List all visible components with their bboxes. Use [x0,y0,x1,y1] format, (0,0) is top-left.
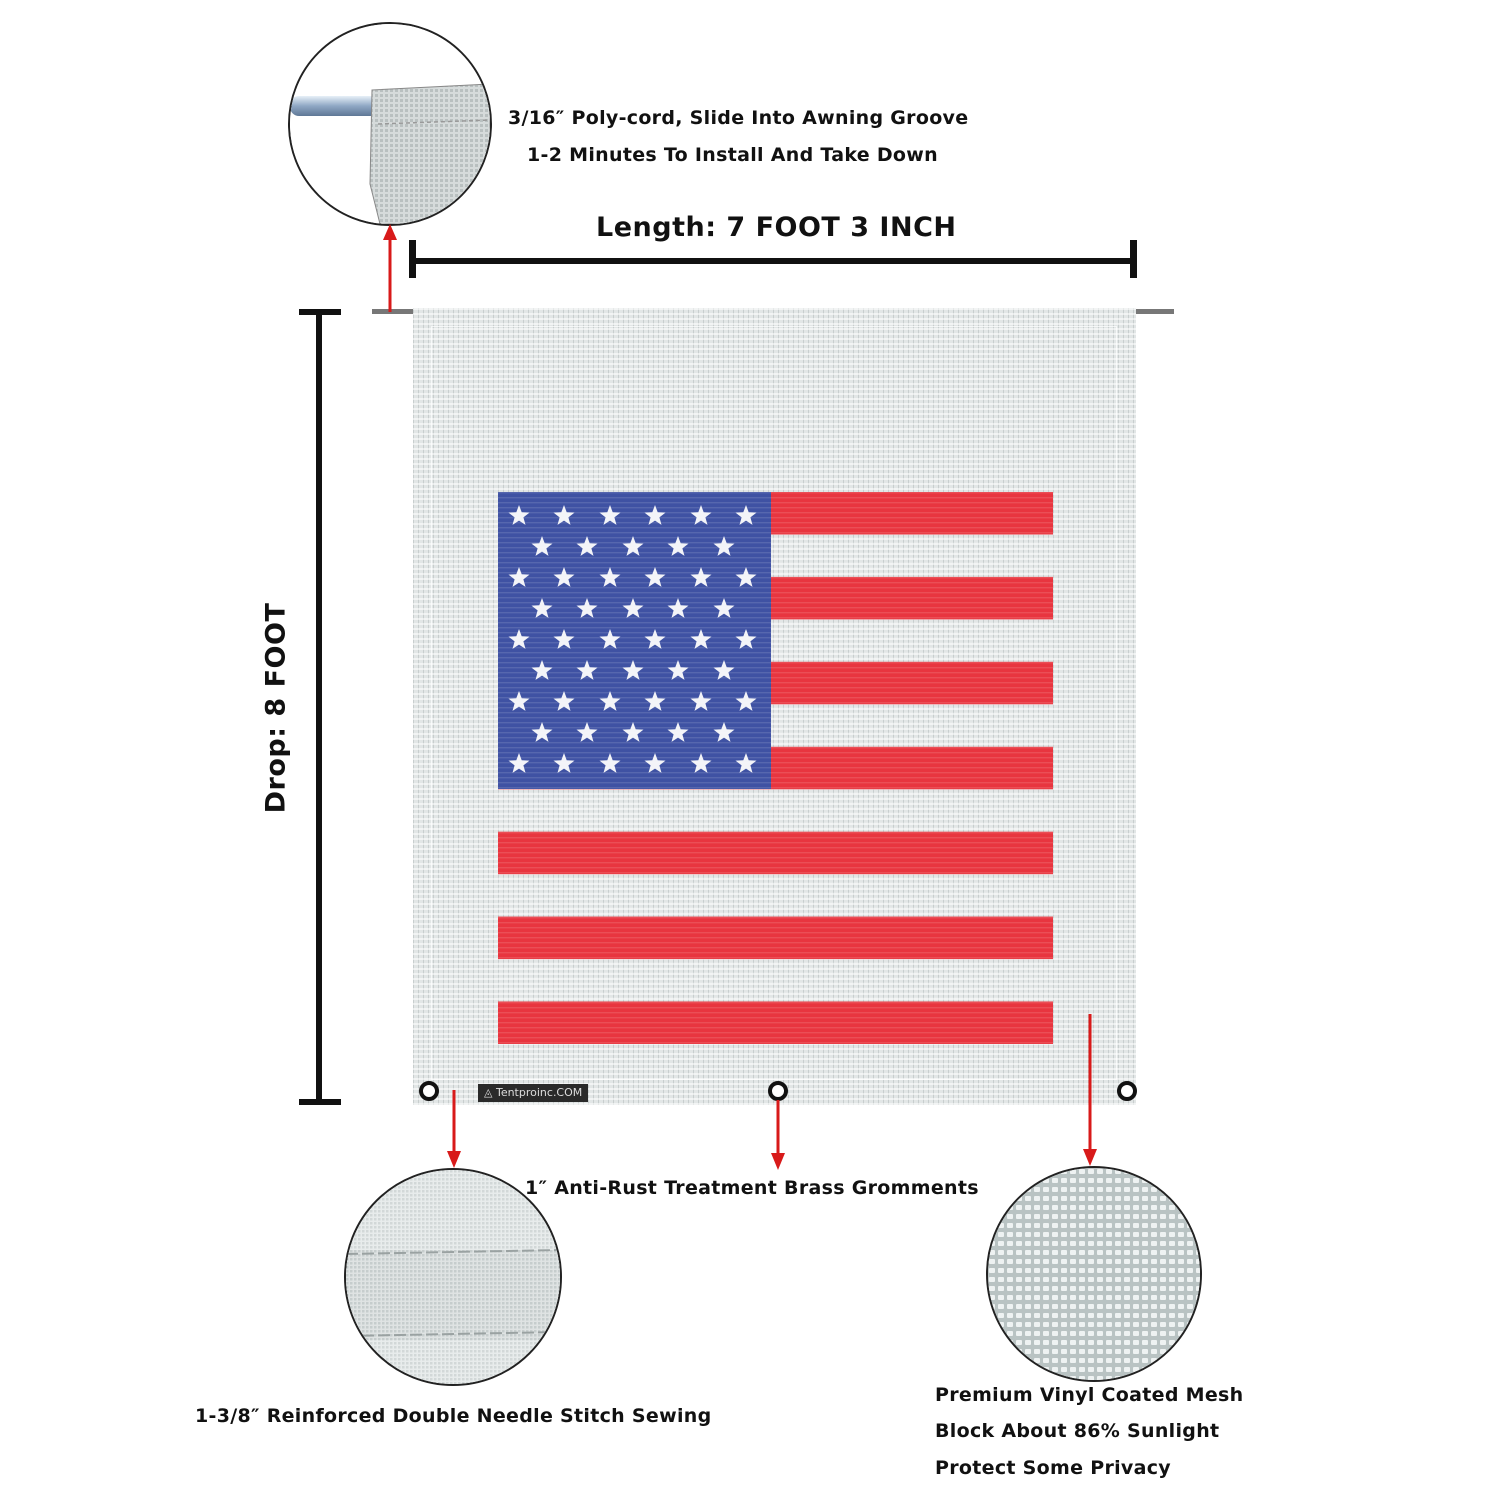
mesh-text-line1: Premium Vinyl Coated Mesh [935,1384,1244,1406]
awning-rail-right [1136,309,1174,314]
brand-tag [478,1084,588,1102]
brand-tag-text: Tentproinc.COM [495,1086,583,1099]
grommet-left [419,1081,439,1101]
drop-dimension-cap-top [299,309,341,315]
drop-label: Drop: 8 FOOT [260,602,292,814]
mesh-text-line2: Block About 86% Sunlight [935,1420,1220,1442]
poly-cord-detail-circle [288,22,492,226]
poly-cord-text-line2: 1-2 Minutes To Install And Take Down [527,144,938,166]
drop-dimension-cap-bottom [299,1099,341,1105]
stitch-illustration [346,1170,560,1384]
length-dimension-line [412,258,1136,264]
length-label: Length: 7 FOOT 3 INCH [596,212,957,243]
mesh-closeup-illustration [988,1168,1200,1380]
arrow-down-to-stitch [442,1090,466,1170]
poly-cord-text-line1: 3/16″ Poly-cord, Slide Into Awning Groove [508,107,969,129]
arrow-up-to-cord [378,222,402,312]
mesh-detail-circle [986,1166,1202,1382]
arrow-down-to-mesh [1078,1014,1102,1168]
stitch-detail-circle [344,1168,562,1386]
grommet-center [768,1081,788,1101]
drop-dimension-line [316,311,322,1104]
stitch-label: 1-3/8″ Reinforced Double Needle Stitch Sewing [195,1405,712,1427]
length-dimension-cap-left [409,240,416,278]
brand-logo-icon: ◬ [484,1086,493,1099]
grommets-label: 1″ Anti-Rust Treatment Brass Gromments [525,1177,979,1199]
grommet-right [1117,1081,1137,1101]
mesh-text-line3: Protect Some Privacy [935,1457,1171,1479]
poly-cord-illustration [290,24,490,224]
length-dimension-cap-right [1130,240,1137,278]
flag [498,492,1053,1044]
arrow-down-to-grommet-text [766,1100,790,1172]
